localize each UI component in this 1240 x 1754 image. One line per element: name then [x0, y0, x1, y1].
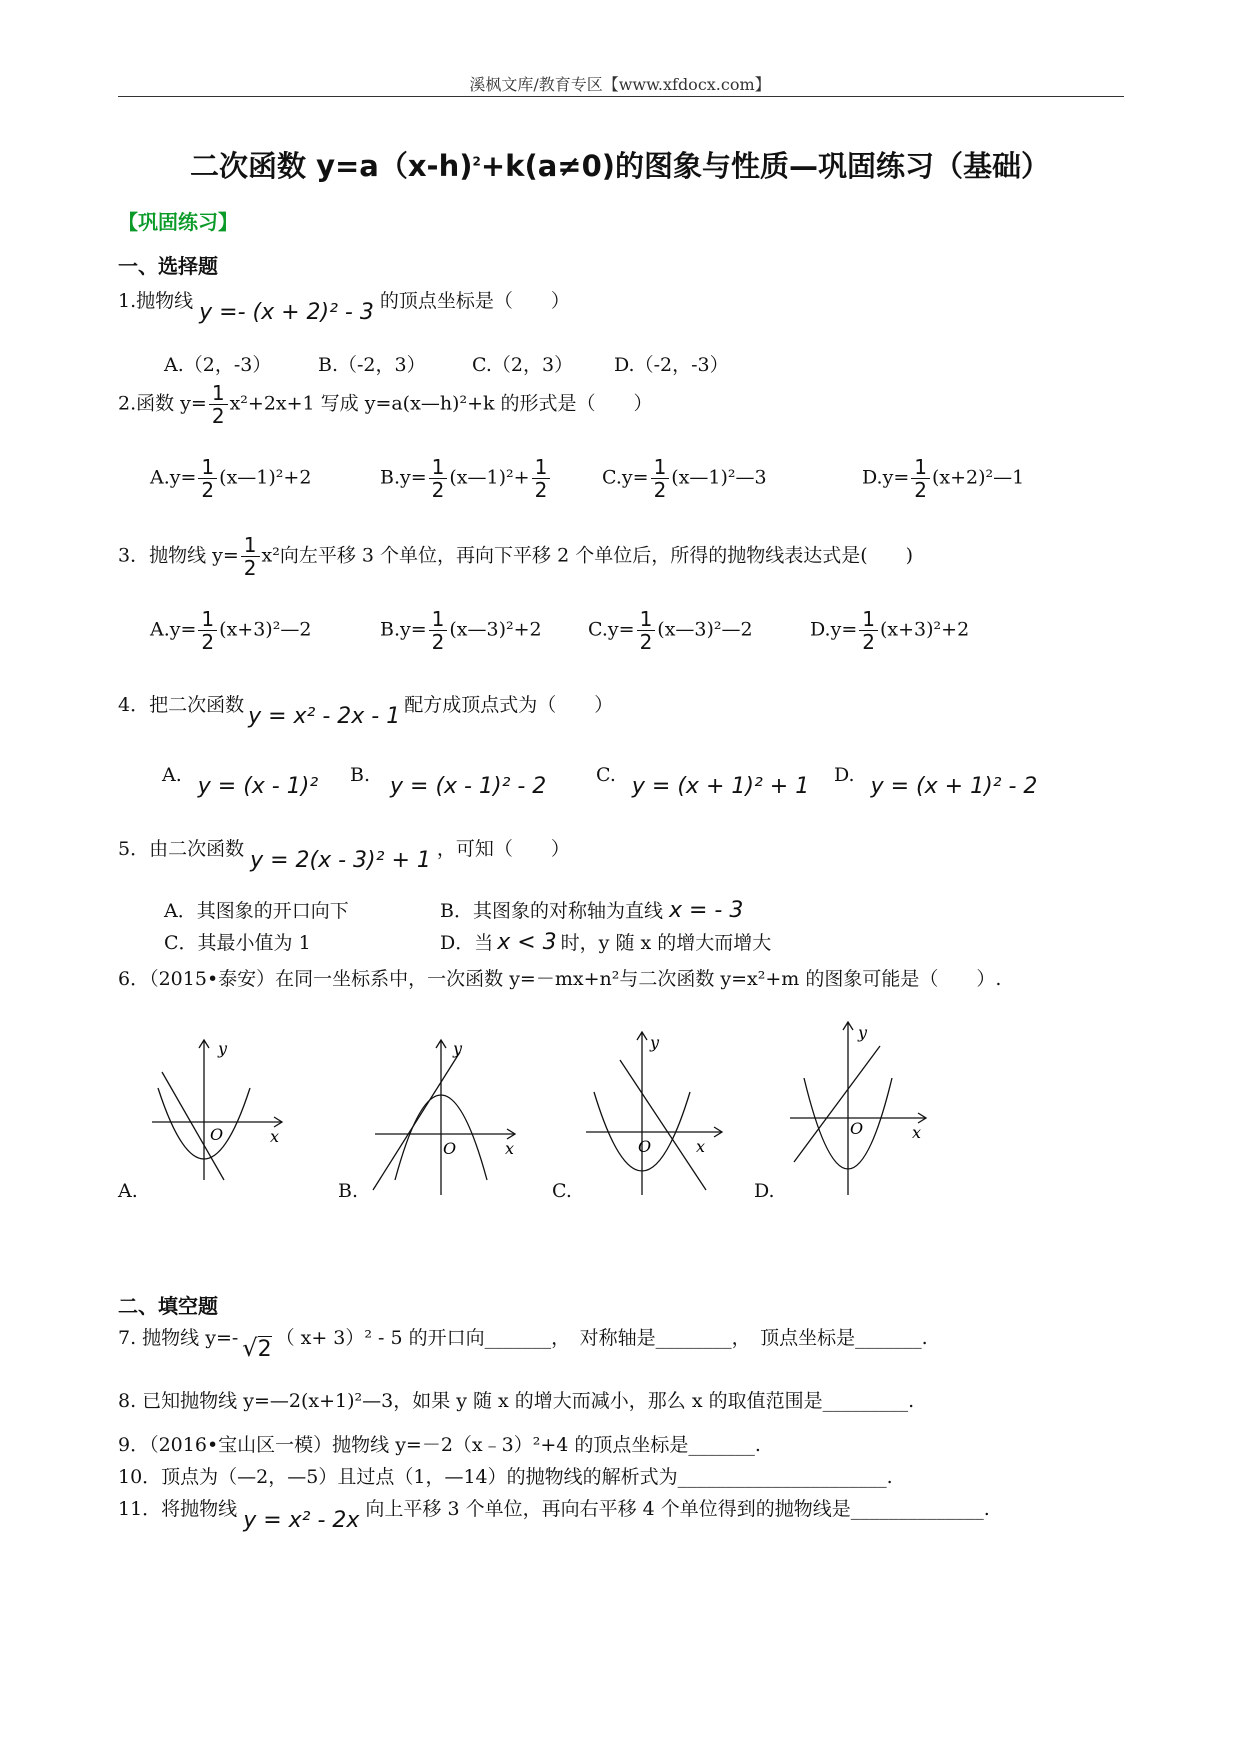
- q11-stem: 11．将抛物线 y = x² - 2x 向上平移 3 个单位，再向右平移 4 个单位得到的抛物线是______________.: [118, 1498, 990, 1533]
- graph-option-d: [784, 1010, 934, 1200]
- q4-option-c: C. y = (x + 1)² + 1: [596, 764, 810, 799]
- svg-text:O: O: [850, 1119, 864, 1138]
- q1-option-b: B.（-2，3）: [318, 354, 426, 376]
- q2-option-b: B.y= $\frac{1}{2}$ (x—1)²+ $\frac{1}{2}$: [380, 456, 552, 501]
- svg-text:x: x: [912, 1123, 922, 1142]
- q10-stem: 10．顶点为（—2，—5）且过点（1，—14）的抛物线的解析式为______________________.: [118, 1466, 893, 1488]
- q5-option-a: A．其图象的开口向下: [164, 900, 349, 922]
- q3-option-b: B.y= $\frac{1}{2}$ (x—3)²+2: [380, 607, 542, 654]
- graph-label-c: C.: [552, 1180, 572, 1202]
- svg-text:x: x: [696, 1137, 706, 1156]
- q3-option-d: D.y= $\frac{1}{2}$ (x+3)²+2: [810, 607, 970, 654]
- svg-text:x: x: [505, 1139, 515, 1158]
- q3-option-c: C.y= $\frac{1}{2}$ (x—3)²—2: [588, 607, 753, 654]
- q1-stem: 1.抛物线 y =- (x + 2)² - 3 的顶点坐标是（ ）: [118, 290, 570, 325]
- graph-option-c: [580, 1020, 730, 1200]
- graph-label-b: B.: [338, 1180, 359, 1202]
- q6-stem: 6．（2015•泰安）在同一坐标系中，一次函数 y=－mx+n²与二次函数 y=x²+m 的图象可能是（ ）.: [118, 968, 1002, 990]
- fraction-half: $\frac{1}{2}$: [209, 382, 228, 427]
- svg-text:O: O: [210, 1125, 224, 1144]
- svg-text:y: y: [858, 1023, 868, 1042]
- svg-text:O: O: [443, 1139, 457, 1158]
- q4-option-d: D. y = (x + 1)² - 2: [834, 764, 1038, 799]
- graph-option-b: [365, 1030, 525, 1200]
- q2-option-d: D.y= $\frac{1}{2}$ (x+2)²—1: [862, 455, 1025, 502]
- section-fill-heading: 二、填空题: [118, 1294, 218, 1318]
- page-title: 二次函数 y=a（x-h)$^2$+k(a≠0)的图象与性质—巩固练习（基础）: [189, 149, 1050, 183]
- q2-option-a: A.y= $\frac{1}{2}$ (x—1)²+2: [150, 455, 312, 502]
- graph-label-d: D.: [754, 1180, 775, 1202]
- q5-stem: 5．由二次函数 y = 2(x - 3)² + 1 ，可知（ ）: [118, 838, 570, 873]
- q4-option-a: A. y = (x - 1)²: [162, 764, 319, 799]
- sqrt-two: √2: [242, 1334, 272, 1362]
- q8-stem: 8. 已知抛物线 y=—2(x+1)²—3，如果 y 随 x 的增大而减小，那么 x 的取值范围是_________.: [118, 1390, 915, 1412]
- q1-formula: y =- (x + 2)² - 3: [199, 300, 374, 325]
- svg-text:y: y: [453, 1039, 463, 1058]
- q7-stem: 7. 抛物线 y=- √2 （ x+ 3）² - 5 的开口向_______， 对称轴是________， 顶点坐标是_______.: [118, 1327, 928, 1362]
- q5-option-b: B．其图象的对称轴为直线 x = - 3: [440, 898, 744, 923]
- q4-option-b: B. y = (x - 1)² - 2: [350, 764, 547, 799]
- q5-option-c: C．其最小值为 1: [164, 932, 311, 954]
- q3-stem: 3．抛物线 y= $\frac{1}{2}$ x²向左平移 3 个单位，再向下平移 2 个单位后，所得的抛物线表达式是( ): [118, 533, 914, 580]
- section-choice-heading: 一、选择题: [118, 254, 218, 278]
- svg-text:y: y: [650, 1033, 660, 1052]
- q1-option-d: D.（-2，-3）: [614, 354, 729, 376]
- section-tag: 【巩固练习】: [118, 210, 238, 234]
- q1-option-c: C.（2，3）: [472, 354, 574, 376]
- q2-option-c: C.y= $\frac{1}{2}$ (x—1)²—3: [602, 455, 767, 502]
- q9-stem: 9．（2016•宝山区一模）抛物线 y=－2（x﹣3）²+4 的顶点坐标是_______.: [118, 1434, 761, 1456]
- svg-text:O: O: [638, 1137, 652, 1156]
- svg-text:x: x: [270, 1127, 280, 1146]
- header-rule: [118, 96, 1124, 97]
- q3-option-a: A.y= $\frac{1}{2}$ (x+3)²—2: [150, 607, 312, 654]
- q1-option-a: A.（2，-3）: [164, 354, 272, 376]
- q4-stem: 4．把二次函数 y = x² - 2x - 1 配方成顶点式为（ ）: [118, 694, 614, 729]
- graph-option-a: [140, 1030, 290, 1190]
- q2-stem: 2.函数 y= $\frac{1}{2}$ x²+2x+1 写成 y=a(x—h)²+k 的形式是（ ）: [118, 381, 653, 428]
- svg-text:y: y: [218, 1039, 228, 1058]
- graph-label-a: A.: [118, 1180, 138, 1202]
- page-header: 溪枫文库/教育专区【www.xfdocx.com】: [469, 75, 771, 94]
- q5-option-d: D．当 x < 3 时，y 随 x 的增大而增大: [440, 930, 772, 955]
